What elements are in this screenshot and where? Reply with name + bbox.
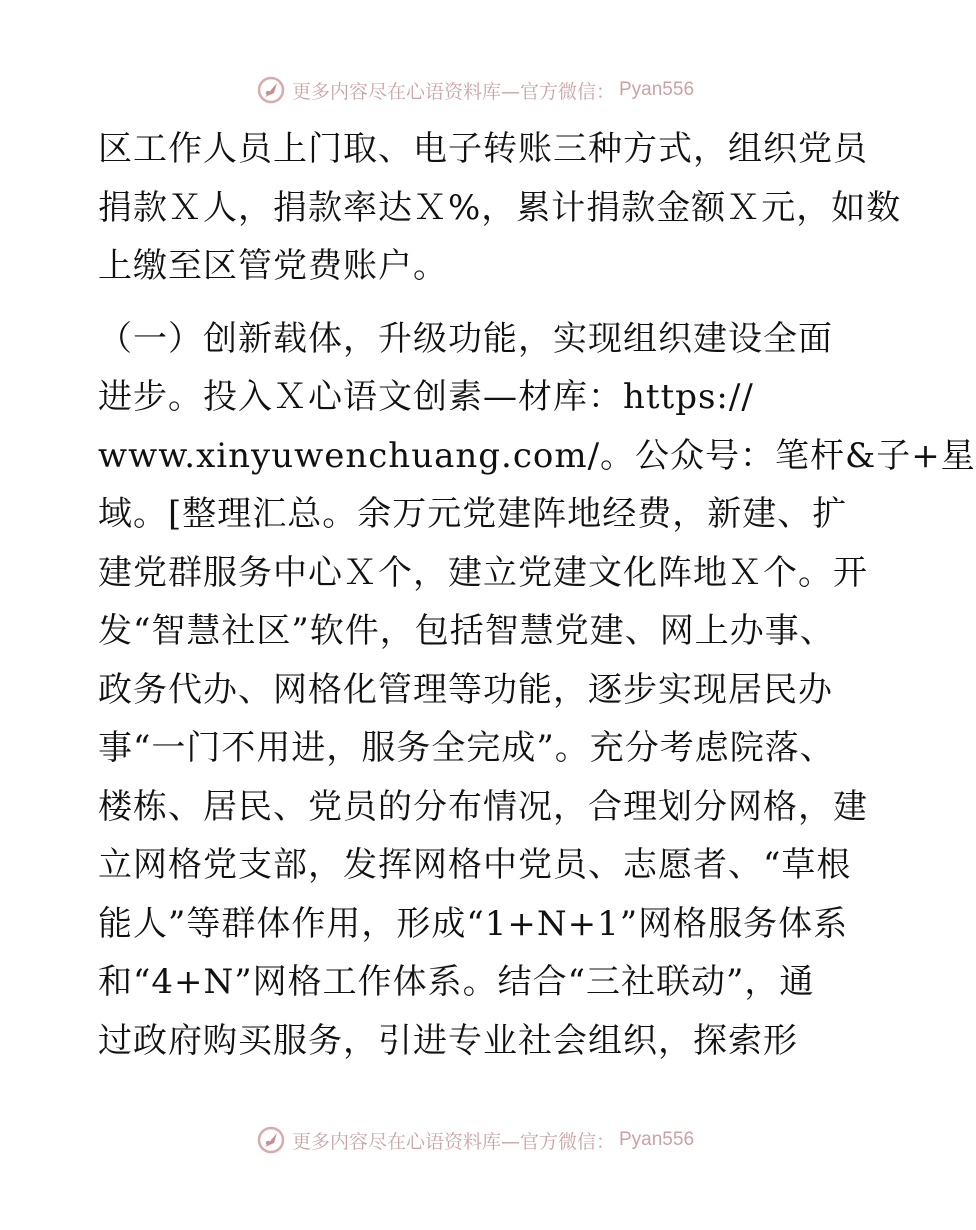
paragraph-2: [98, 310, 976, 1071]
watermark-id: Pyan556: [619, 79, 695, 100]
header-watermark: [0, 70, 950, 110]
text-line: 政务代办、网格化管理等功能，逐步实现居民办: [98, 669, 833, 710]
text-line: 楼栋、居民、党员的分布情况，合理划分网格，建: [98, 786, 868, 827]
text-line: 发“智慧社区”软件，包括智慧党建、网上办事、: [98, 611, 835, 651]
text-line: 上缴至区管党费账户。: [98, 246, 448, 286]
watermark-text: 更多内容尽在心语资料库—官方微信：: [291, 80, 615, 103]
paragraph-gap: [98, 296, 858, 310]
text-line: 捐款Ｘ人，捐款率达Ｘ%，累计捐款金额Ｘ元，如数: [98, 187, 902, 228]
quill-logo-icon: [256, 75, 286, 105]
text-line: 区工作人员上门取、电子转账三种方式，组织党员: [98, 129, 868, 169]
text-line: （一）创新载体，升级功能，实现组织建设全面: [98, 318, 833, 359]
quill-logo-icon: [256, 1125, 286, 1155]
text-line: 建党群服务中心Ｘ个，建立党建文化阵地Ｘ个。开: [98, 552, 868, 593]
document-body: [98, 120, 976, 1070]
watermark-text: 更多内容尽在心语资料库—官方微信：: [291, 1130, 615, 1153]
text-line: www.xinyuwenchuang.com/。公众号：笔杆&子+星: [98, 435, 976, 476]
watermark-id: Pyan556: [619, 1129, 695, 1150]
text-line: 事“一门不用进，服务全完成”。充分考虑院落、: [98, 728, 835, 768]
text-line: 进步。投入Ｘ心语文创素—材库：https://: [98, 377, 754, 417]
text-line: 域。[整理汇总。余万元党建阵地经费，新建、扩: [98, 494, 848, 534]
footer-watermark: [0, 1120, 950, 1160]
text-line: 和“4+N”网格工作体系。结合“三社联动”，通: [98, 962, 815, 1002]
paragraph-1: [98, 120, 902, 296]
text-line: 立网格党支部，发挥网格中党员、志愿者、“草根: [98, 845, 852, 885]
text-line: 能人”等群体作用，形成“1+N+1”网格服务体系: [98, 903, 849, 944]
text-line: 过政府购买服务，引进专业社会组织，探索形: [98, 1020, 798, 1061]
